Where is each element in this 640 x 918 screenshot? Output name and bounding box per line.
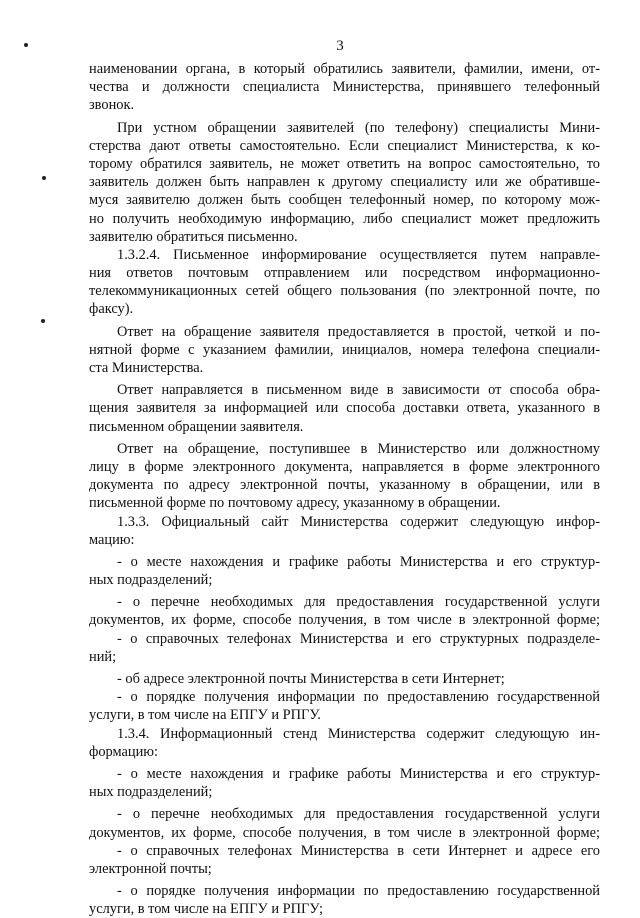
text-line: Ответ на обращение заявителя предоставляется в простой, четкой и по-: [117, 323, 600, 340]
text-line: - о порядке получения информации по предоставлению государственной: [117, 883, 600, 900]
margin-dot-mark: [42, 176, 46, 180]
text-line: Ответ направляется в письменном виде в зависимости от способа обра-: [117, 382, 600, 399]
text-line: звонок.: [89, 97, 135, 114]
text-line: 1.3.4. Информационный стенд Министерства содержит следующую ин-: [117, 725, 600, 742]
text-line: услуги, в том числе на ЕПГУ и РПГУ;: [89, 901, 323, 918]
text-line: щения заявителя за информацией или способа доставки ответа, указанного в: [89, 400, 600, 417]
text-line: заявитель должен быть направлен к другому специалисту или же обратившe-: [89, 174, 600, 191]
text-line: документов, их форме, способе получения, в том числе в электронной форме;: [89, 612, 600, 629]
page-number: 3: [336, 38, 344, 54]
text-line: документа по адресу электронной почты, указанному в обращении, или в: [89, 477, 600, 494]
text-line: письменном обращении заявителя.: [89, 418, 304, 435]
text-line: ных подразделений;: [89, 572, 213, 589]
text-line: ных подразделений;: [89, 784, 213, 801]
text-line: торому обратился заявитель, не может ответить на вопрос самостоятельно, то: [89, 155, 600, 172]
text-line: муся заявителю должен быть сообщен телефонный номер, по которому мож-: [89, 192, 600, 209]
text-line: мацию:: [89, 531, 135, 548]
text-line: Ответ на обращение, поступившее в Министерство или должностному: [117, 440, 600, 457]
text-line: 1.3.2.4. Письменное информирование осуществляется путем направле-: [117, 246, 600, 263]
text-line: - о справочных телефонах Министерства в сети Интернет и адресе его: [117, 842, 600, 859]
text-line: 1.3.3. Официальный сайт Министерства содержит следующую инфор-: [117, 513, 600, 530]
text-line: письменной форме по почтовому адресу, указанному в обращении.: [89, 495, 501, 512]
text-line: нятной форме с указанием фамилии, инициалов, номера телефона специали-: [89, 341, 600, 358]
margin-dot-mark: [41, 319, 45, 323]
margin-dot-mark: [24, 43, 28, 47]
text-line: - о перечне необходимых для предоставления государственной услуги: [117, 806, 600, 823]
text-line: факсу).: [89, 301, 134, 318]
document-body: [89, 60, 600, 918]
text-line: услуги, в том числе на ЕПГУ и РПГУ.: [89, 707, 321, 724]
text-line: - о месте нахождения и графике работы Министерства и его структур-: [117, 553, 600, 570]
text-line: документов, их форме, способе получения, в том числе в электронной форме;: [89, 824, 600, 841]
text-line: ний;: [89, 648, 117, 665]
text-line: заявителю обратиться письменно.: [89, 228, 298, 245]
text-line: ния ответов почтовым отправлением или посредством информационно-: [89, 265, 600, 282]
text-line: ста Министерства.: [89, 360, 204, 376]
text-line: телекоммуникационных сетей общего пользования (по электронной почте, по: [89, 283, 600, 300]
text-line: - о порядке получения информации по предоставлению государственной: [117, 689, 600, 706]
text-line: формацию:: [89, 743, 159, 760]
text-line: наименовании органа, в который обратились заявители, фамилии, имени, от-: [89, 61, 600, 77]
text-line: электронной почты;: [89, 860, 212, 877]
text-line: - о перечне необходимых для предоставления государственной услуги: [117, 594, 600, 611]
text-line: стерства дают ответы самостоятельно. Если специалист Министерства, к ко-: [89, 137, 600, 154]
text-line: лицу в форме электронного документа, направляется в форме электронного: [89, 458, 600, 475]
text-line: - о месте нахождения и графике работы Министерства и его структур-: [117, 765, 600, 782]
text-line: но получить необходимую информацию, либо специалист может предложить: [89, 210, 600, 227]
text-line: чества и должности специалиста Министерства, принявшего телефонный: [89, 79, 600, 96]
text-line: - о справочных телефонах Министерства и его структурных подразделе-: [117, 630, 600, 647]
text-line: При устном обращении заявителей (по телефону) специалисты Мини-: [117, 119, 600, 136]
text-line: - об адресе электронной почты Министерства в сети Интернет;: [117, 671, 505, 687]
